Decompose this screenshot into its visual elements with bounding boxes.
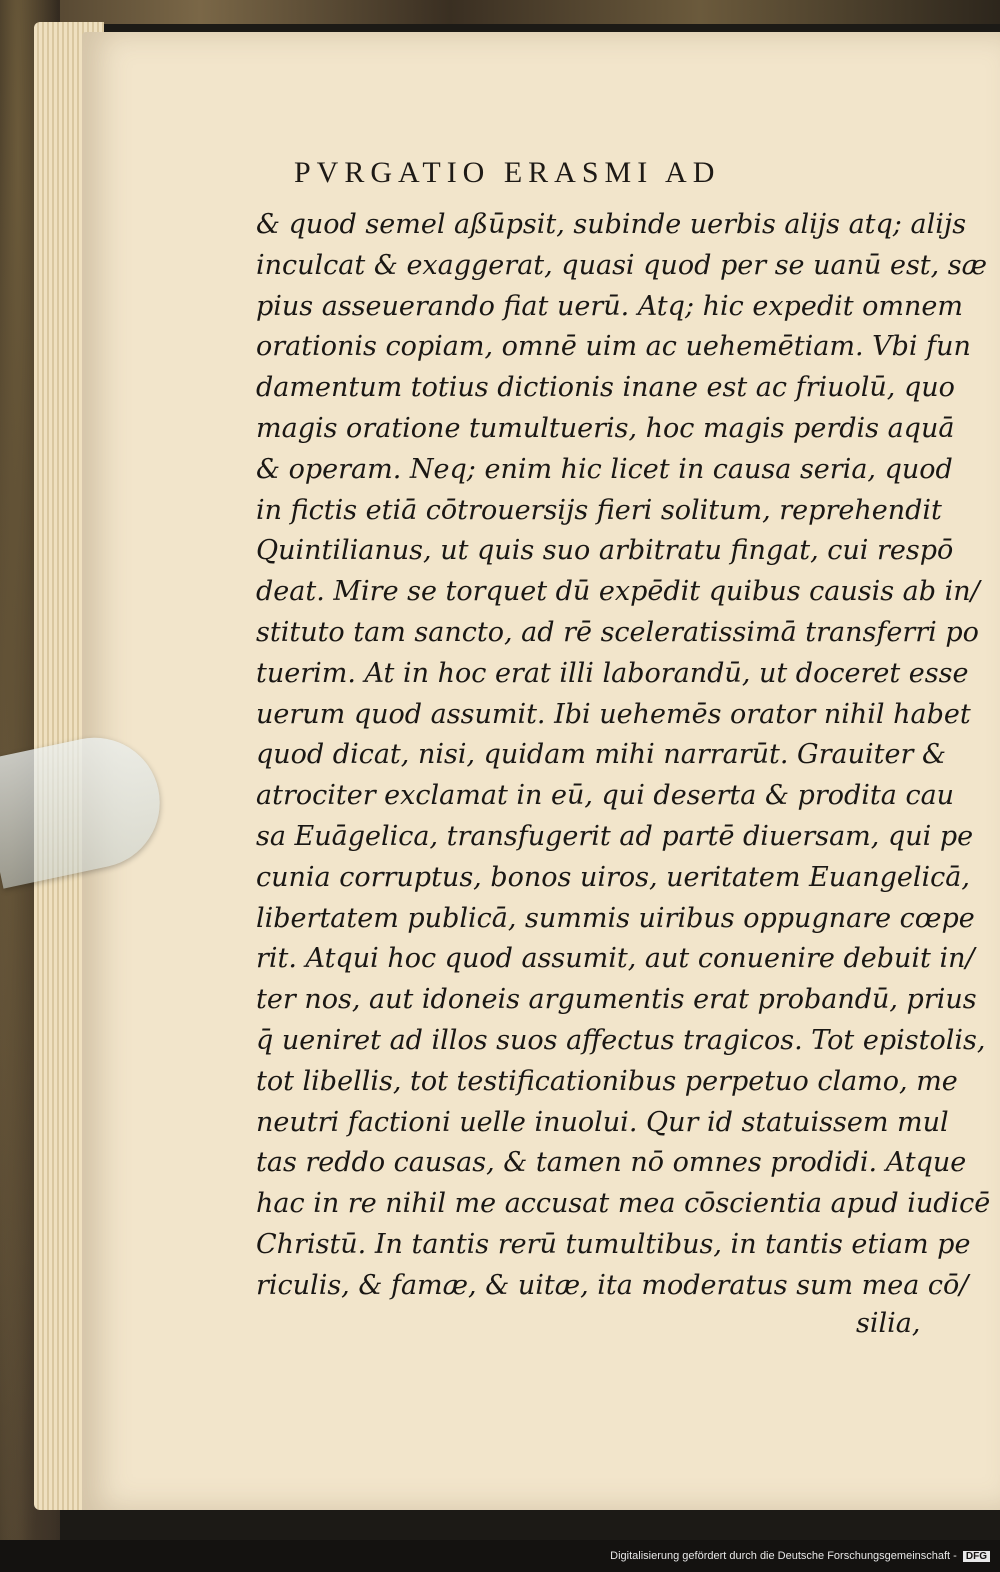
text-line: rit. Atqui hoc quod assumit, aut conuenire debuit in/ (256, 943, 975, 975)
text-line: atrociter exclamat in eū, qui deserta & prodita cau (256, 780, 955, 812)
dfg-logo: DFG (963, 1551, 990, 1562)
text-line: pius asseuerando fiat uerū. Atq; hic expedit omnem (256, 290, 963, 322)
text-line: tot libellis, tot testificationibus perpetuo clamo, me (256, 1065, 958, 1097)
text-line: damentum totius dictionis inane est ac friuolū, quo (256, 372, 955, 404)
text-line: libertatem publicā, summis uiribus oppugnare cœpe (256, 902, 975, 934)
text-line: stituto tam sancto, ad rē sceleratissimā transferri po (256, 616, 979, 648)
text-line: inculcat & exaggerat, quasi quod per se uanū est, sæ (256, 249, 988, 281)
text-line: cunia corruptus, bonos uiros, ueritatem Euangelicā, (256, 861, 970, 893)
text-line: q̄ ueniret ad illos suos affectus tragicos. Tot epistolis, (256, 1024, 986, 1056)
text-line: Christū. In tantis rerū tumultibus, in tantis etiam pe (256, 1228, 971, 1260)
text-line: riculis, & famæ, & uitæ, ita moderatus sum mea cō/ (256, 1269, 969, 1301)
book-top-edge (0, 0, 1000, 24)
text-line: quod dicat, nisi, quidam mihi narrarūt. Grauiter & (256, 739, 947, 771)
text-line: uerum quod assumit. Ibi uehemēs orator nihil habet (256, 698, 971, 730)
text-line: ter nos, aut idoneis argumentis erat probandū, prius (256, 984, 977, 1016)
text-line: tas reddo causas, & tamen nō omnes prodidi. Atque (256, 1147, 967, 1179)
footer-credit-text: Digitalisierung gefördert durch die Deutsche Forschungsgemeinschaft - (610, 1550, 957, 1562)
text-line: Quintilianus, ut quis suo arbitratu fingat, cui respō (256, 535, 954, 567)
text-line: hac in re nihil me accusat mea cōscientia apud iudicē (256, 1188, 991, 1220)
footer-credit (610, 1550, 990, 1562)
text-line: & quod semel aßūpsit, subinde uerbis alijs atq; alijs (256, 209, 967, 240)
catchword: silia, (856, 1308, 921, 1339)
text-line: deat. Mire se torquet dū expēdit quibus causis ab in/ (256, 576, 980, 608)
text-line: orationis copiam, omnē uim ac uehemētiam. Vbi fun (256, 331, 971, 363)
text-block (256, 205, 991, 1307)
text-line: sa Euāgelica, transfugerit ad partē diuersam, qui pe (256, 820, 974, 852)
running-head: PVRGATIO ERASMI AD (294, 156, 721, 189)
text-line: tuerim. At in hoc erat illi laborandū, ut doceret esse (256, 657, 969, 689)
text-line: magis oratione tumultueris, hoc magis perdis aquā (256, 412, 955, 444)
text-line: & operam. Neq; enim hic licet in causa seria, quod (256, 453, 953, 485)
text-line: in fictis etiā cōtrouersijs fieri solitum, reprehendit (256, 494, 942, 526)
text-line: neutri factioni uelle inuolui. Qur id statuissem mul (256, 1106, 949, 1138)
